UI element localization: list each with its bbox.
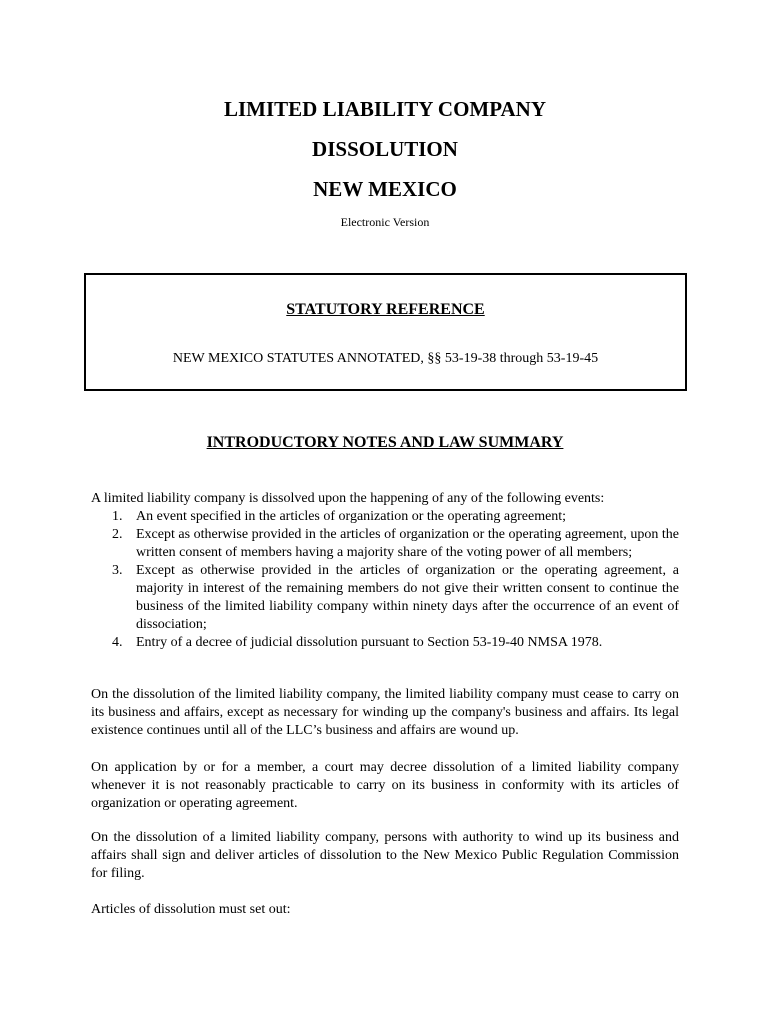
court-decree-paragraph: On application by or for a member, a court may decree dissolution of a limited liability company whenever it is not reasonably practicable to carry on its business in conformity with its articles of organization or operating agreement. (91, 760, 679, 811)
articles-setout-paragraph: Articles of dissolution must set out: (91, 902, 291, 917)
list-item (91, 562, 679, 634)
list-item-text: Except as otherwise provided in the articles of organization or the operating agreement, upon the written consent of members having a majority share of the voting power of all members; (136, 527, 679, 560)
title-line-3: NEW MEXICO (313, 177, 457, 201)
statutory-reference-heading: STATUTORY REFERENCE (286, 301, 485, 318)
dissolution-events-list (91, 508, 679, 652)
list-item-text: Except as otherwise provided in the articles of organization or the operating agreement, a majority in interest of the remaining members do not give their written consent to continue the business of the limited liability company within ninety days after the occurrence of an event of dissociation; (136, 563, 679, 632)
list-item-number: 4. (112, 635, 123, 650)
statutory-reference-box (84, 273, 687, 391)
list-item-number: 3. (112, 563, 123, 578)
title-line-2: DISSOLUTION (312, 137, 458, 161)
list-item (91, 508, 679, 526)
cease-business-paragraph: On the dissolution of the limited liability company, the limited liability company must cease to carry on its business and affairs, except as necessary for winding up the company's business and affairs. Its legal existence continues until all of the LLC’s business and affairs are wound up. (91, 687, 679, 738)
list-item-number: 2. (112, 527, 123, 542)
list-item (91, 634, 679, 652)
list-item-number: 1. (112, 509, 123, 524)
list-item-text: An event specified in the articles of organization or the operating agreement; (136, 509, 567, 524)
list-item-text: Entry of a decree of judicial dissolution pursuant to Section 53-19-40 NMSA 1978. (136, 635, 603, 650)
intro-heading: INTRODUCTORY NOTES AND LAW SUMMARY (206, 434, 564, 451)
intro-lead-paragraph: A limited liability company is dissolved upon the happening of any of the following events: (91, 491, 605, 506)
version-label: Electronic Version (340, 215, 430, 229)
title-line-1: LIMITED LIABILITY COMPANY (223, 97, 547, 121)
list-item (91, 526, 679, 562)
articles-filing-paragraph: On the dissolution of a limited liability company, persons with authority to wind up its business and affairs shall sign and deliver articles of dissolution to the New Mexico Public Regulation Commission for filing. (91, 830, 679, 881)
statutory-reference-text: NEW MEXICO STATUTES ANNOTATED, §§ 53-19-38 through 53-19-45 (172, 351, 599, 366)
